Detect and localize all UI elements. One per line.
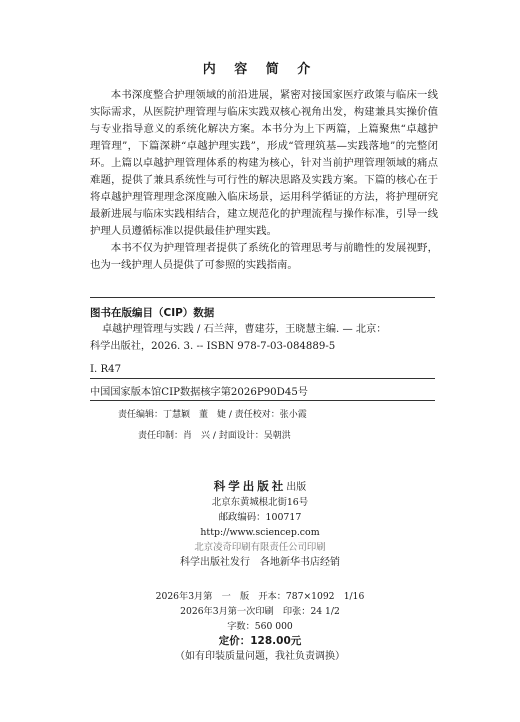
publisher-postcode: 邮政编码：100717	[218, 512, 302, 523]
cip-record	[90, 321, 435, 355]
cip-core-number: 中国国家版本馆CIP数据核字第2026P90D45号	[90, 387, 308, 398]
publisher-logo-text: 科学出版社	[213, 479, 287, 493]
printer-info: 北京凌奇印刷有限责任公司印刷	[194, 542, 326, 553]
divider-bottom	[90, 400, 435, 401]
cip-record-line: 科学出版社，2026. 3. -- ISBN 978-7-03-084889-5	[90, 341, 336, 352]
credits-line: 责任印制：肖 兴 / 封面设计：吴朝洪	[138, 431, 291, 441]
return-policy: （如有印装质量问题，我社负责调换）	[175, 651, 345, 662]
divider-middle	[90, 378, 435, 379]
word-count: 字数：560 000	[227, 621, 293, 632]
editorial-credits	[118, 405, 307, 447]
publisher-website: http://www.sciencep.com	[200, 527, 320, 538]
book-introduction	[90, 87, 438, 274]
publisher-block	[0, 479, 520, 570]
cip-heading: 图书在版编目（CIP）数据	[90, 307, 215, 319]
page-title: 内 容 简 介	[202, 62, 318, 77]
printing-info: 2026年3月第一次印刷 印张：24 1/2	[180, 606, 340, 617]
print-specs	[0, 589, 520, 664]
divider-top	[90, 297, 435, 298]
price: 定价：128.00元	[218, 635, 302, 647]
publisher-address: 北京东黄城根北街16号	[211, 497, 309, 508]
publisher-name	[0, 479, 520, 495]
credits-line: 责任编辑：丁慧颖 董 婕 / 责任校对：张小霞	[118, 410, 307, 420]
distribution-info: 科学出版社发行 各地新华书店经销	[180, 557, 340, 568]
cip-record-line: 卓越护理管理与实践 / 石兰萍，曹建芬，王晓慧主编. — 北京：	[102, 324, 387, 335]
cip-classification: Ⅰ. R47	[90, 364, 122, 375]
intro-paragraph: 本书深度整合护理领域的前沿进展，紧密对接国家医疗政策与临床一线实际需求，从医院护理管理与临床实践双核心视角出发，构建兼具实操价值与专业指导意义的系统化解决方案。本书分为上下两篇，上篇聚焦“卓越护理管理”，下篇深耕“卓越护理实践”，形成“管理筑基—实践落地”的完整闭环。上篇以卓越护理管理体系的构建为核心，针对当前护理管理领域的痛点难题，提供了兼具系统性与可行性的解决思路及实践方案。下篇的核心在于将卓越护理管理理念深度融入临床场景，运用科学循证的方法，将护理研究最新进展与临床实践相结合，建立规范化的护理流程与操作标准，引导一线护理人员遵循标准以提供最佳护理实践。	[90, 89, 438, 237]
publisher-name-suffix: 出版	[286, 482, 307, 493]
edition-info: 2026年3月第 一 版 开本：787×1092 1/16	[155, 591, 365, 602]
intro-paragraph: 本书不仅为护理管理者提供了系统化的管理思考与前瞻性的发展视野，也为一线护理人员提供了可参照的实践指南。	[90, 242, 438, 271]
